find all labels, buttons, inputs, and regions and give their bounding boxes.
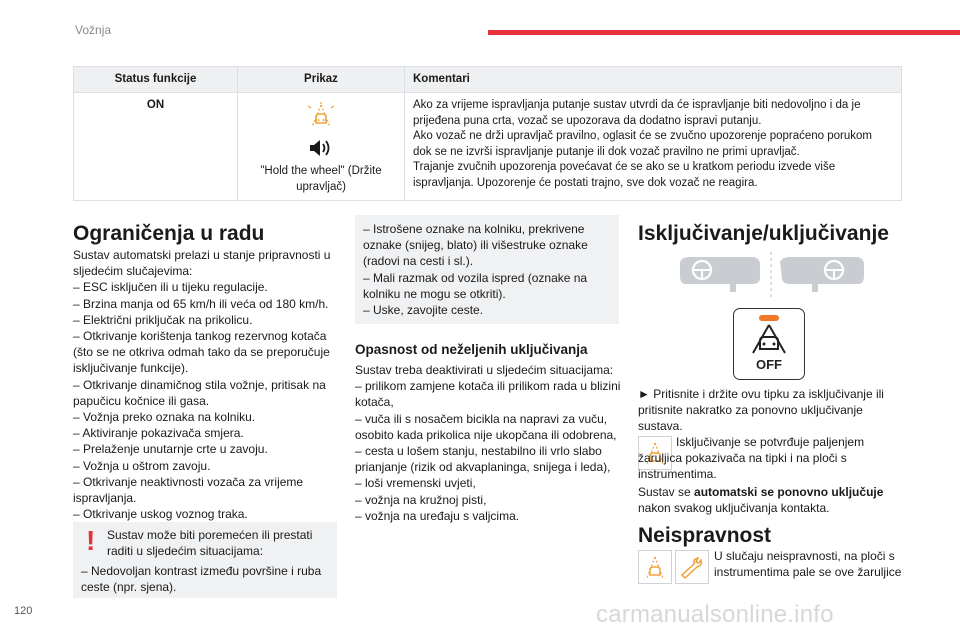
toggle-instruction: ► Pritisnite i držite ovu tipku za isključivanje ili pritisnite nakratko za ponovno uključivanje sustava. <box>638 387 884 434</box>
auto-bold: automatski se ponovno uključuje <box>694 485 884 499</box>
limits-text <box>73 247 341 522</box>
lane-assist-off-button[interactable] <box>733 308 805 380</box>
list-item: – loši vremenski uvjeti, <box>355 476 476 491</box>
display-cell <box>238 93 405 201</box>
fault-lane-indicator-box <box>638 550 672 584</box>
list-item: – Vožnja u oštrom zavoju. <box>73 458 211 473</box>
header-section-title: Vožnja <box>75 23 112 37</box>
limits-heading: Ograničenja u radu <box>73 222 265 245</box>
list-item: – Otkrivanje dinamičnog stila vožnje, pritisak na papučicu kočnice ili gasa. <box>73 377 326 408</box>
warning-intro: Sustav može biti poremećen ili prestati raditi u sljedećim situacijama: <box>107 528 313 559</box>
list-item: – Brzina manja od 65 km/h ili veća od 180 km/h. <box>73 296 329 311</box>
list-item: – cesta u lošem stanju, nestabilno ili vrlo slabo prianjanje (rizik od akvaplaninga, snijega i leda), <box>355 444 611 475</box>
toggle-heading: Isključivanje/uključivanje <box>638 222 889 245</box>
table-row <box>74 93 902 201</box>
list-item: – Električni priključak na prikolicu. <box>73 312 253 327</box>
list-item: – vuča ili s nosačem bicikla na napravi za vuču, osobito kada prikolica nije ukopčana ili odobrena, <box>355 411 617 442</box>
fault-service-indicator-box <box>675 550 709 584</box>
unwanted-heading: Opasnost od neželjenih uključivanja <box>355 342 588 357</box>
list-item: – Otkrivanje korištenja tankog rezervnog kotača (što se ne otkriva odmah tako da se preporučuje isključivanje funkcije). <box>73 329 330 376</box>
list-item: – Otkrivanje uskog voznog traka. <box>73 507 248 522</box>
list-item: – Prelaženje unutarnje crte u zavoju. <box>73 442 268 457</box>
status-table <box>73 66 902 201</box>
lane-warning-amber-icon <box>639 551 671 583</box>
list-item: – vožnja na kružnoj pisti, <box>355 492 487 507</box>
warning-item: – Uske, zavojite ceste. <box>363 303 484 318</box>
column-header-status: Status funkcije <box>74 67 238 93</box>
auto-prefix: Sustav se <box>638 485 695 499</box>
comment-line: Trajanje zvučnih upozorenja povećavat će se ako se u kratkom periodu izvede više ispravljanja. Upozorenje će postati trajno, sve dok vozač ne reagira. <box>413 161 836 189</box>
fault-text: U slučaju neispravnosti, na ploči s instrumentima pale se ove žaruljice <box>714 549 902 580</box>
lane-car-icon <box>741 313 797 357</box>
exclamation-warning-icon: ! <box>86 525 96 556</box>
wrench-service-icon <box>676 551 708 583</box>
status-on-label: ON <box>146 99 165 111</box>
display-caption: "Hold the wheel" (Držite upravljač) <box>260 165 382 193</box>
list-item: – ESC isključen ili u tijeku regulacije. <box>73 280 268 295</box>
warning-item: – Istrošene oznake na kolniku, prekrivene oznake (snijeg, blato) ili višestruke oznake (radovi na cesti i sl.). <box>363 222 588 269</box>
header-accent-bar <box>488 30 960 35</box>
fault-heading: Neispravnost <box>638 524 772 547</box>
auto-suffix: nakon svakog uključivanja kontakta. <box>638 501 830 516</box>
list-item: – Vožnja preko oznaka na kolniku. <box>73 410 256 425</box>
dashboard-button-location-icon <box>672 252 872 298</box>
toggle-auto-text <box>638 484 898 516</box>
list-item: – Otkrivanje neaktivnosti vozača za vrijeme ispravljanja. <box>73 474 304 506</box>
list-item: – vožnja na uređaju s valjcima. <box>355 508 520 523</box>
list-item: – prilikom zamjene kotača ili prilikom rada u blizini kotača, <box>355 379 621 410</box>
comment-line: Ako za vrijeme ispravljanja putanje sustav utvrdi da će ispravljanje biti nedovoljno i da je prijeđena puna crta, vozač se upozorava da dodatno ispravi putanju. <box>413 99 861 127</box>
watermark: carmanualsonline.info <box>596 601 834 628</box>
warning-item: – Nedovoljan kontrast između površine i ruba ceste (npr. sjena). <box>81 564 322 595</box>
speaker-sound-icon <box>308 138 334 158</box>
lane-warning-amber-icon <box>306 102 336 130</box>
warning-items-continued <box>363 221 613 318</box>
page-number: 120 <box>14 605 33 617</box>
unwanted-intro: Sustav treba deaktivirati u sljedećim situacijama: <box>355 363 614 377</box>
unwanted-text <box>355 362 621 524</box>
off-button-label: OFF <box>756 357 782 372</box>
comment-line: Ako vozač ne drži upravljač pravilno, oglasit će se zvučno upozorenje popraćeno porukom dok se ne izvrši ispravljanje putanje ili dok vozač pravilno ne primi upravljač. <box>413 130 872 158</box>
column-header-display: Prikaz <box>238 67 405 93</box>
status-table-header-row <box>74 67 902 93</box>
warning-item: – Mali razmak od vozila ispred (oznake na kolniku ne mogu se otkriti). <box>363 270 588 301</box>
column-header-comments: Komentari <box>405 67 902 93</box>
limits-intro: Sustav automatski prelazi u stanje pripravnosti u sljedećim slučajevima: <box>73 248 331 279</box>
list-item: – Aktiviranje pokazivača smjera. <box>73 426 244 441</box>
comments-cell <box>405 93 902 201</box>
toggle-confirm-text: Isključivanje se potvrđuje paljenjem žaruljica pokazivača na tipki i na ploči s instrumentima. <box>638 435 865 482</box>
status-cell <box>74 93 238 201</box>
